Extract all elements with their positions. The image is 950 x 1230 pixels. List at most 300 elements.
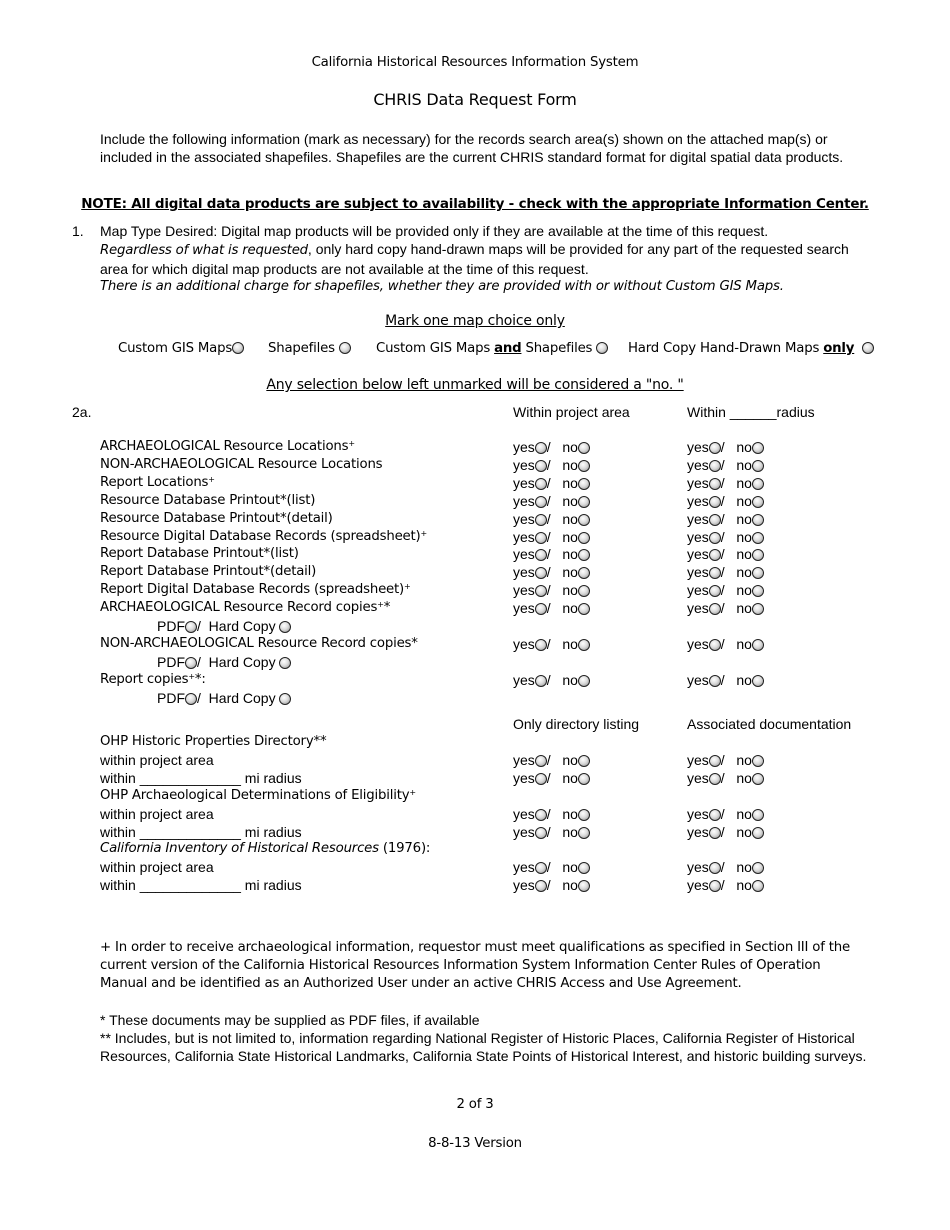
yes-radio[interactable] [535,585,547,597]
label-text: NON-ARCHAEOLOGICAL Resource Locations [100,456,383,472]
group-title-suffix: (1976): [378,841,431,857]
choice-custom-gis[interactable] [118,340,244,358]
yes-label: yes [513,564,535,581]
no-label: no [736,877,752,894]
no-label: no [562,582,578,599]
no-label: no [562,510,578,527]
yes-radio[interactable] [709,827,721,839]
yes-no-pair [687,671,764,689]
map-choice-heading: Mark one map choice only [385,313,565,329]
yes-label: yes [687,456,709,473]
slash: / [720,546,737,563]
no-label: no [736,564,752,581]
yes-label: yes [687,805,709,822]
slash: / [546,564,563,581]
slash: / [546,546,563,563]
version: 8-8-13 Version [428,1136,522,1151]
yes-no-pair [513,510,590,528]
slash: / [720,635,737,652]
no-label: no [562,456,578,473]
row-label [100,492,315,510]
pdf-radio[interactable] [185,621,197,633]
group-title-text: OHP Archaeological Determinations of Eligibility [100,787,410,803]
yes-radio[interactable] [535,880,547,892]
yes-radio[interactable] [709,603,721,615]
yes-no-pair [513,823,590,841]
col-within-radius [687,403,815,421]
group-title-suffix: ** [313,734,327,749]
radio-gis-and-shapefiles[interactable] [596,342,608,354]
section2a-number: 2a. [72,404,92,420]
col-label: radius [776,404,815,420]
yes-radio[interactable] [535,442,547,454]
no-label: no [736,582,752,599]
no-radio[interactable] [578,442,590,454]
no-label: no [736,635,752,652]
yes-no-pair [513,528,590,546]
slash: / [546,474,563,491]
choice-hard-copy[interactable] [628,340,874,358]
no-label: no [736,805,752,822]
yes-label: yes [513,805,535,822]
label-text: within [100,823,140,840]
yes-radio[interactable] [709,567,721,579]
choice-shapefiles[interactable] [268,340,351,358]
footnote-double-star: ** Includes, but is not limited to, information regarding National Register of Historic Places, California Register of Historical Resources, California State Historical Landmarks, California State Points of Historical Interest, and historic building surveys. [100,1030,867,1064]
yes-no-pair [687,492,764,510]
yes-radio[interactable] [709,773,721,785]
slash: / [546,439,563,455]
section1-line2-rest: , only hard copy hand-drawn maps will be provided for any part of the requested search area for which digital map products are not available at the time of this request. [100,241,849,277]
section1-line2 [100,240,880,278]
no-radio[interactable] [578,496,590,508]
no-radio[interactable] [752,514,764,526]
yes-radio[interactable] [535,773,547,785]
no-radio[interactable] [578,603,590,615]
footnote-plus: + In order to receive archaeological information, requestor must meet qualifications as specified in Section III of the current version of the California Historical Resources Information System Information Center Rules of Operation Manual and be identified as an Authorized User under an active CHRIS Access and Use Agreement. [100,940,850,991]
yes-no-pair [513,438,590,456]
superscript: + [188,671,195,681]
pdf-label: PDF [157,653,185,670]
slash: / [197,618,209,634]
yes-label: yes [513,769,535,786]
row-label [100,635,418,653]
row-label [100,858,214,876]
radio-hard-copy[interactable] [862,342,874,354]
slash: / [720,439,737,455]
slash: / [546,510,563,527]
no-label: no [736,751,752,768]
slash: / [546,751,563,768]
yes-label: yes [513,492,535,509]
yes-radio[interactable] [535,496,547,508]
row-label [100,769,302,787]
no-radio[interactable] [578,478,590,490]
hardcopy-radio[interactable] [279,657,291,669]
no-radio[interactable] [752,585,764,597]
yes-label: yes [513,510,535,527]
yes-label: yes [687,859,709,876]
choice-label: Shapefiles [521,341,593,356]
section1-number: 1. [72,223,84,239]
no-label: no [562,877,578,894]
yes-label: yes [687,600,709,617]
no-radio[interactable] [578,549,590,561]
intro-text: Include the following information (mark as necessary) for the records search area(s) shown on the attached map(s) or included in the associated shapefiles. Shapefiles are the current CHRIS standard format for digital spatial data products. [100,131,844,165]
yes-no-pair [513,671,590,689]
yes-no-pair [687,563,764,581]
no-radio[interactable] [752,549,764,561]
no-label: no [736,439,752,455]
superscript: + [348,439,355,448]
no-radio[interactable] [752,773,764,785]
no-radio[interactable] [752,478,764,490]
label-text: Report copies [100,671,189,687]
yes-radio[interactable] [709,514,721,526]
group-title [100,733,326,751]
yes-radio[interactable] [709,675,721,687]
slash: / [720,474,737,491]
yes-no-pair [687,581,764,599]
row-label [100,563,316,581]
no-label: no [562,546,578,563]
yes-radio[interactable] [709,755,721,767]
no-radio[interactable] [578,585,590,597]
yes-label: yes [687,769,709,786]
yes-radio[interactable] [535,603,547,615]
slash: / [546,823,563,840]
slash: / [197,653,209,670]
no-label: no [562,600,578,617]
yes-no-pair [687,876,764,894]
row-label [100,510,333,528]
no-label: no [562,439,578,455]
slash: / [546,582,563,599]
no-radio[interactable] [752,532,764,544]
yes-no-pair [687,545,764,563]
no-radio[interactable] [752,862,764,874]
no-radio[interactable] [752,827,764,839]
radius-blank: _____________ [139,823,241,840]
pdf-radio[interactable] [185,657,197,669]
slash: / [720,456,737,473]
pdf-label: PDF [157,689,185,706]
radius-blank: _____________ [139,769,241,786]
group-title [100,787,416,805]
no-label: no [562,859,578,876]
radio-custom-gis[interactable] [232,342,244,354]
yes-label: yes [513,439,535,455]
yes-no-pair [513,563,590,581]
no-radio[interactable] [752,675,764,687]
radio-shapefiles[interactable] [339,342,351,354]
yes-radio[interactable] [709,442,721,454]
radius-blank: _____________ [139,877,241,894]
yes-no-pair [687,635,764,653]
yes-radio[interactable] [709,549,721,561]
row-label [100,823,302,841]
hardcopy-label: Hard Copy [208,653,280,670]
yes-label: yes [513,823,535,840]
label-text: ARCHAEOLOGICAL Resource Record copies [100,600,378,616]
yes-no-pair [513,599,590,617]
label-text: Resource Database Printout*(list) [100,492,316,508]
no-radio[interactable] [578,460,590,472]
col-associated-docs: Associated documentation [687,716,852,732]
yes-radio[interactable] [709,639,721,651]
no-radio[interactable] [752,496,764,508]
slash: / [720,528,737,545]
yes-radio[interactable] [709,460,721,472]
yes-no-pair [687,751,764,769]
yes-label: yes [513,635,535,652]
choice-label: Custom GIS Maps [118,341,233,356]
org-name: California Historical Resources Information System [311,55,639,70]
no-radio[interactable] [578,773,590,785]
yes-no-pair [687,599,764,617]
choice-label-emphasis: only [823,341,855,356]
slash: / [720,492,737,509]
no-radio[interactable] [752,755,764,767]
row-label [100,751,214,769]
no-label: no [736,859,752,876]
superscript: + [377,600,384,610]
row-label [100,456,382,474]
choice-label: Shapefiles [268,341,335,356]
no-radio[interactable] [578,862,590,874]
no-radio[interactable] [752,460,764,472]
no-radio[interactable] [578,827,590,839]
yes-label: yes [513,600,535,617]
no-label: no [736,492,752,509]
hardcopy-label: Hard Copy [208,689,280,706]
no-radio[interactable] [752,567,764,579]
no-label: no [562,823,578,840]
label-text: Report Database Printout*(detail) [100,564,317,580]
label-text: Report Database Printout*(list) [100,546,299,562]
slash: / [546,877,563,894]
slash: / [546,600,563,617]
yes-no-pair [513,545,590,563]
yes-no-pair [513,474,590,492]
yes-radio[interactable] [535,532,547,544]
superscript: + [404,582,411,592]
availability-note: NOTE: All digital data products are subject to availability - check with the appropriate Information Center. [81,196,869,212]
pdf-hardcopy-choice [157,689,291,707]
row-label [100,671,206,689]
yes-label: yes [687,510,709,527]
hardcopy-radio[interactable] [279,693,291,705]
yes-no-pair [513,858,590,876]
no-label: no [736,823,752,840]
no-radio[interactable] [752,880,764,892]
pdf-hardcopy-choice [157,653,291,671]
section1-line3: There is an additional charge for shapefiles, whether they are provided with or without Custom GIS Maps. [100,279,784,294]
yes-radio[interactable] [535,639,547,651]
label-text: ARCHAEOLOGICAL Resource Locations [100,439,349,454]
no-radio[interactable] [578,514,590,526]
row-label [100,876,302,894]
yes-no-pair [687,528,764,546]
yes-radio[interactable] [709,496,721,508]
slash: / [546,528,563,545]
yes-radio[interactable] [535,675,547,687]
yes-no-pair [687,805,764,823]
no-radio[interactable] [578,880,590,892]
yes-label: yes [687,546,709,563]
yes-no-pair [513,769,590,787]
label-text: Report Digital Database Records (spreadsheet) [100,582,405,598]
yes-radio[interactable] [709,532,721,544]
pdf-label: PDF [157,618,185,634]
pdf-radio[interactable] [185,693,197,705]
label-text: mi radius [240,769,302,786]
slash: / [720,805,737,822]
label-text: mi radius [240,823,302,840]
col-within-project: Within project area [513,404,630,420]
yes-label: yes [513,671,535,688]
footnote-star: * These documents may be supplied as PDF files, if available [100,1012,480,1028]
slash: / [546,671,563,688]
page-number: 2 of 3 [456,1097,494,1112]
section1-text [100,222,880,296]
slash: / [720,877,737,894]
yes-radio[interactable] [709,809,721,821]
yes-label: yes [687,582,709,599]
radius-blank: ______ [729,404,777,420]
slash: / [197,689,209,706]
col-label: Within [687,404,730,420]
form-title: CHRIS Data Request Form [373,90,577,109]
no-label: no [562,635,578,652]
yes-radio[interactable] [535,755,547,767]
slash: / [720,582,737,599]
slash: / [720,751,737,768]
label-text: within [100,877,140,894]
yes-radio[interactable] [709,880,721,892]
no-radio[interactable] [752,442,764,454]
no-radio[interactable] [752,809,764,821]
no-label: no [736,769,752,786]
yes-label: yes [687,635,709,652]
yes-label: yes [687,492,709,509]
col-directory-listing: Only directory listing [513,716,640,732]
yes-radio[interactable] [535,478,547,490]
superscript: + [420,528,428,538]
section1-line1: Map Type Desired: Digital map products will be provided only if they are available at the time of this request. [100,223,769,239]
label-text: NON-ARCHAEOLOGICAL Resource Record copies* [100,635,418,651]
yes-radio[interactable] [535,567,547,579]
yes-no-pair [687,474,764,492]
yes-radio[interactable] [535,809,547,821]
yes-label: yes [513,877,535,894]
no-radio[interactable] [578,675,590,687]
slash: / [720,564,737,581]
no-label: no [736,510,752,527]
no-radio[interactable] [578,755,590,767]
yes-radio[interactable] [535,827,547,839]
label-text: Resource Digital Database Records (spreadsheet) [100,528,421,544]
no-radio[interactable] [578,567,590,579]
choice-label: Hard Copy Hand-Drawn Maps [628,341,824,356]
yes-no-pair [513,456,590,474]
unmarked-note: Any selection below left unmarked will be considered a "no. " [266,377,684,393]
slash: / [720,769,737,786]
row-label [100,528,427,546]
group-title-text: California Inventory of Historical Resources [100,841,379,857]
slash: / [546,805,563,822]
label-text: within project area [100,859,214,876]
no-label: no [562,474,578,491]
yes-no-pair [513,805,590,823]
yes-label: yes [513,582,535,599]
yes-radio[interactable] [535,460,547,472]
no-label: no [562,671,578,688]
no-label: no [562,564,578,581]
label-text: Resource Database Printout*(detail) [100,510,333,526]
yes-label: yes [687,439,709,455]
choice-gis-and-shapefiles[interactable] [376,340,608,358]
yes-radio[interactable] [709,585,721,597]
label-text: Report Locations [100,474,209,490]
label-text: within project area [100,805,214,822]
label-text: within project area [100,751,214,768]
hardcopy-radio[interactable] [279,621,291,633]
no-radio[interactable] [752,603,764,615]
section1-line2-italic: Regardless of what is requested [100,243,308,258]
no-label: no [736,546,752,563]
yes-label: yes [513,528,535,545]
row-label [100,805,214,823]
yes-radio[interactable] [709,478,721,490]
yes-no-pair [687,769,764,787]
no-radio[interactable] [578,809,590,821]
no-radio[interactable] [752,639,764,651]
slash: / [546,635,563,652]
no-label: no [736,474,752,491]
slash: / [546,492,563,509]
slash: / [720,510,737,527]
slash: / [720,600,737,617]
yes-label: yes [513,751,535,768]
slash: / [546,456,563,473]
yes-label: yes [687,823,709,840]
yes-label: yes [513,456,535,473]
yes-radio[interactable] [535,514,547,526]
no-label: no [736,528,752,545]
group-title-text: OHP Historic Properties Directory [100,734,314,749]
no-radio[interactable] [578,532,590,544]
no-radio[interactable] [578,639,590,651]
row-label [100,599,390,617]
yes-label: yes [513,859,535,876]
slash: / [720,823,737,840]
yes-radio[interactable] [535,549,547,561]
yes-no-pair [687,456,764,474]
group-title [100,840,430,858]
label-text: mi radius [240,877,302,894]
label-text: within [100,769,140,786]
row-label [100,581,411,599]
label-text: *: [194,671,206,687]
yes-no-pair [513,751,590,769]
yes-radio[interactable] [709,862,721,874]
no-label: no [562,528,578,545]
yes-no-pair [687,823,764,841]
no-label: no [562,492,578,509]
superscript: + [208,474,215,484]
yes-radio[interactable] [535,862,547,874]
